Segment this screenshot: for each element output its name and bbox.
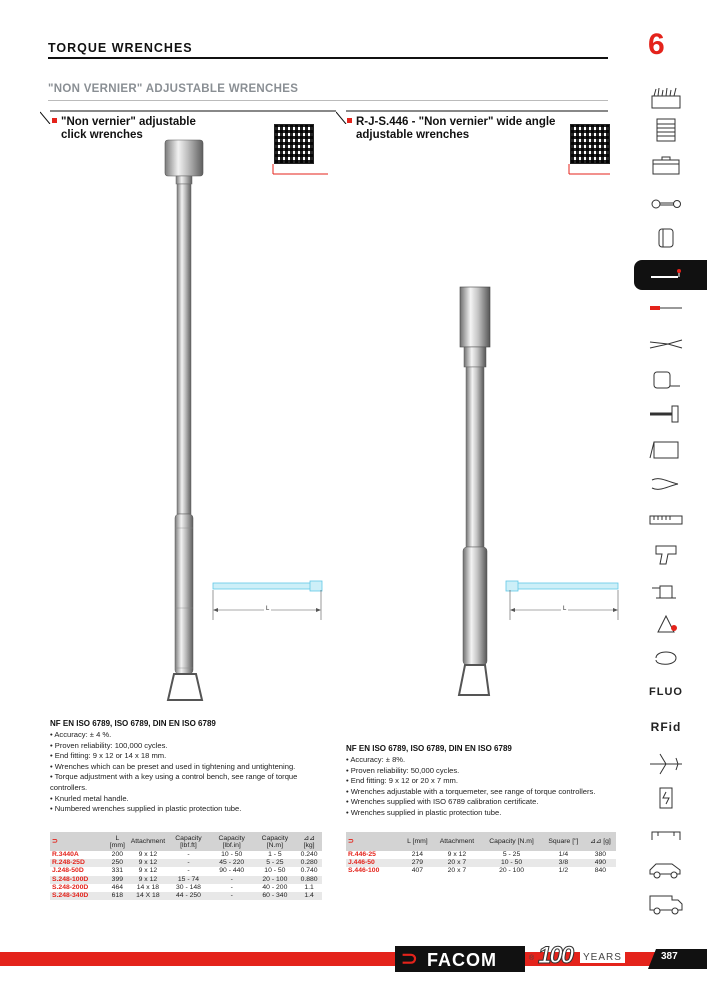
torque-wrench-icon[interactable] <box>648 263 684 287</box>
anniversary-years: YEARS <box>580 952 625 963</box>
column-header: Attachment <box>129 832 167 851</box>
qr-code-1[interactable] <box>274 124 314 164</box>
table-row[interactable]: S.446-100 407 20 x 7 20 - 100 1/2 840 <box>348 867 607 875</box>
safety-icon[interactable] <box>648 612 684 636</box>
click-wrench-image <box>160 138 210 708</box>
feature-item: • Wrenches which can be preset and used in tightening and untightening. <box>50 762 320 773</box>
qr-code-2[interactable] <box>570 124 610 164</box>
feature-item: • Wrenches supplied in plastic protection tube. <box>346 808 626 819</box>
column-header: Capacity [lbf.in] <box>210 832 254 851</box>
feature-item: • End fitting: 9 x 12 or 14 x 18 mm. <box>50 751 320 762</box>
vice-icon[interactable] <box>648 578 684 602</box>
facom-logo-icon: ⊃ <box>348 838 354 845</box>
qr-1-underline <box>272 164 330 176</box>
table-row[interactable]: R.446-25 214 9 x 12 5 - 25 1/4 380 <box>348 851 607 859</box>
table-header-row <box>346 832 616 851</box>
product-1-features <box>50 730 320 815</box>
registered-mark: ® <box>529 955 535 962</box>
column-header: Attachment <box>433 832 481 851</box>
feature-item: • Knurled metal handle. <box>50 794 320 805</box>
product-1-standards: NF EN ISO 6789, ISO 6789, DIN EN ISO 6789 <box>50 719 216 728</box>
ref-column-header <box>346 832 402 851</box>
product-2-spec-table <box>346 832 616 876</box>
product-2-title-line1: R-J-S.446 - "Non vernier" wide angle <box>356 116 556 128</box>
facom-logo-icon: ⊃ <box>52 838 58 845</box>
feature-item: • Proven reliability: 50,000 cycles. <box>346 766 626 777</box>
socket-icon[interactable] <box>648 226 684 250</box>
handle-icon[interactable] <box>648 822 684 846</box>
dimension-diagram-2 <box>504 580 626 622</box>
hose-icon[interactable] <box>648 646 684 670</box>
feature-item: • Proven reliability: 100,000 cycles. <box>50 741 320 752</box>
product-1-title-line1: "Non vernier" adjustable <box>61 116 196 128</box>
pliers-icon[interactable] <box>648 332 684 356</box>
facom-logo <box>395 946 525 972</box>
brand-name: FACOM <box>427 950 497 970</box>
van-icon[interactable] <box>648 892 684 916</box>
feature-item: • End fitting: 9 x 12 or 20 x 7 mm. <box>346 776 626 787</box>
hammer-icon[interactable] <box>648 402 684 426</box>
qr-2-underline <box>568 164 612 176</box>
screwdriver-icon[interactable] <box>648 296 684 320</box>
electric-icon[interactable] <box>648 786 684 810</box>
fluo-label[interactable]: FLUO <box>649 686 683 698</box>
ref-column-header <box>50 832 106 851</box>
table-row[interactable]: R.3440A 200 9 x 12 - 10 - 50 1 - 5 0.240 <box>52 851 318 859</box>
tape-measure-icon[interactable] <box>648 368 684 392</box>
feature-item: • Accuracy: ± 8%. <box>346 755 626 766</box>
weight-icon: ⊿⊿ <box>589 838 602 845</box>
product-1-spec-table <box>50 832 322 900</box>
tool-cabinet-icon[interactable] <box>648 118 684 142</box>
tool-kit-icon[interactable] <box>648 86 684 110</box>
product-2-features <box>346 755 626 819</box>
feature-item: • Wrenches supplied with ISO 6789 calibration certificate. <box>346 797 626 808</box>
product-2-title-line2: adjustable wrenches <box>356 129 470 141</box>
page-number: 387 <box>661 951 678 962</box>
column-header: Capacity [lbf.ft] <box>167 832 210 851</box>
impact-gun-icon[interactable] <box>648 542 684 566</box>
dimension-label-2: L <box>563 606 567 612</box>
subsection-title: "NON VERNIER" ADJUSTABLE WRENCHES <box>48 83 299 95</box>
table-row[interactable]: S.248-340D 618 14 X 18 44 - 250 - 60 - 340 1.4 <box>50 892 322 900</box>
feature-item: • Torque adjustment with a key using a control bench, see range of torque controllers. <box>50 772 320 793</box>
tool-box-icon[interactable] <box>648 154 684 178</box>
table-row[interactable]: S.248-200D 464 14 x 18 30 - 148 - 40 - 200 1.1 <box>52 883 314 891</box>
column-header: L [mm] <box>106 832 129 851</box>
weight-icon: ⊿⊿ <box>303 834 315 842</box>
title-bullet <box>347 118 352 123</box>
weight-column-header: ⊿⊿ [g] <box>585 832 616 851</box>
hacksaw-icon[interactable] <box>648 438 684 462</box>
car-icon[interactable] <box>648 858 684 882</box>
dimension-label-1: L <box>266 606 270 612</box>
product-2-title <box>347 116 555 142</box>
table-row[interactable]: R.248-25D 250 9 x 12 - 45 - 220 5 - 25 0.280 <box>50 859 322 867</box>
anniversary-number: 100 <box>538 942 573 969</box>
section-rule <box>48 57 608 59</box>
cutter-icon[interactable] <box>648 472 684 496</box>
column-header: Square ["] <box>542 832 585 851</box>
feature-item: • Accuracy: ± 4 %. <box>50 730 320 741</box>
wide-angle-wrench-image <box>455 285 505 705</box>
wrench-icon[interactable] <box>648 192 684 216</box>
section-title: TORQUE WRENCHES <box>48 41 193 55</box>
table-row[interactable]: J.446-50 279 20 x 7 10 - 50 3/8 490 <box>346 859 616 867</box>
column-header: Capacity [N.m] <box>254 832 297 851</box>
table-row[interactable]: S.248-100D 399 9 x 12 15 - 74 - 20 - 100 0.880 <box>50 876 322 884</box>
feature-item: • Wrenches adjustable with a torquemeter, see range of torque controllers. <box>346 787 626 798</box>
product-1-title-line2: click wrenches <box>61 129 143 141</box>
table-header-row <box>50 832 322 851</box>
feature-item: • Numbered wrenches supplied in plastic protection tube. <box>50 804 320 815</box>
subsection-rule <box>48 100 608 101</box>
facom-logo-icon: ⊃ <box>401 948 418 970</box>
rfid-label[interactable]: RFid <box>650 720 682 734</box>
title-bullet <box>52 118 57 123</box>
table-row[interactable]: J.248-50D 331 9 x 12 - 90 - 440 10 - 50 0.740 <box>52 867 318 875</box>
chapter-number: 6 <box>648 28 665 61</box>
product-2-standards: NF EN ISO 6789, ISO 6789, DIN EN ISO 6789 <box>346 744 512 753</box>
column-header: Capacity [N.m] <box>481 832 542 851</box>
column-header: L [mm] <box>402 832 433 851</box>
gauge-icon[interactable] <box>648 508 684 532</box>
dimension-diagram-1 <box>205 580 327 622</box>
weight-column-header: ⊿⊿ [kg] <box>296 832 322 851</box>
aircraft-icon[interactable] <box>648 752 684 776</box>
